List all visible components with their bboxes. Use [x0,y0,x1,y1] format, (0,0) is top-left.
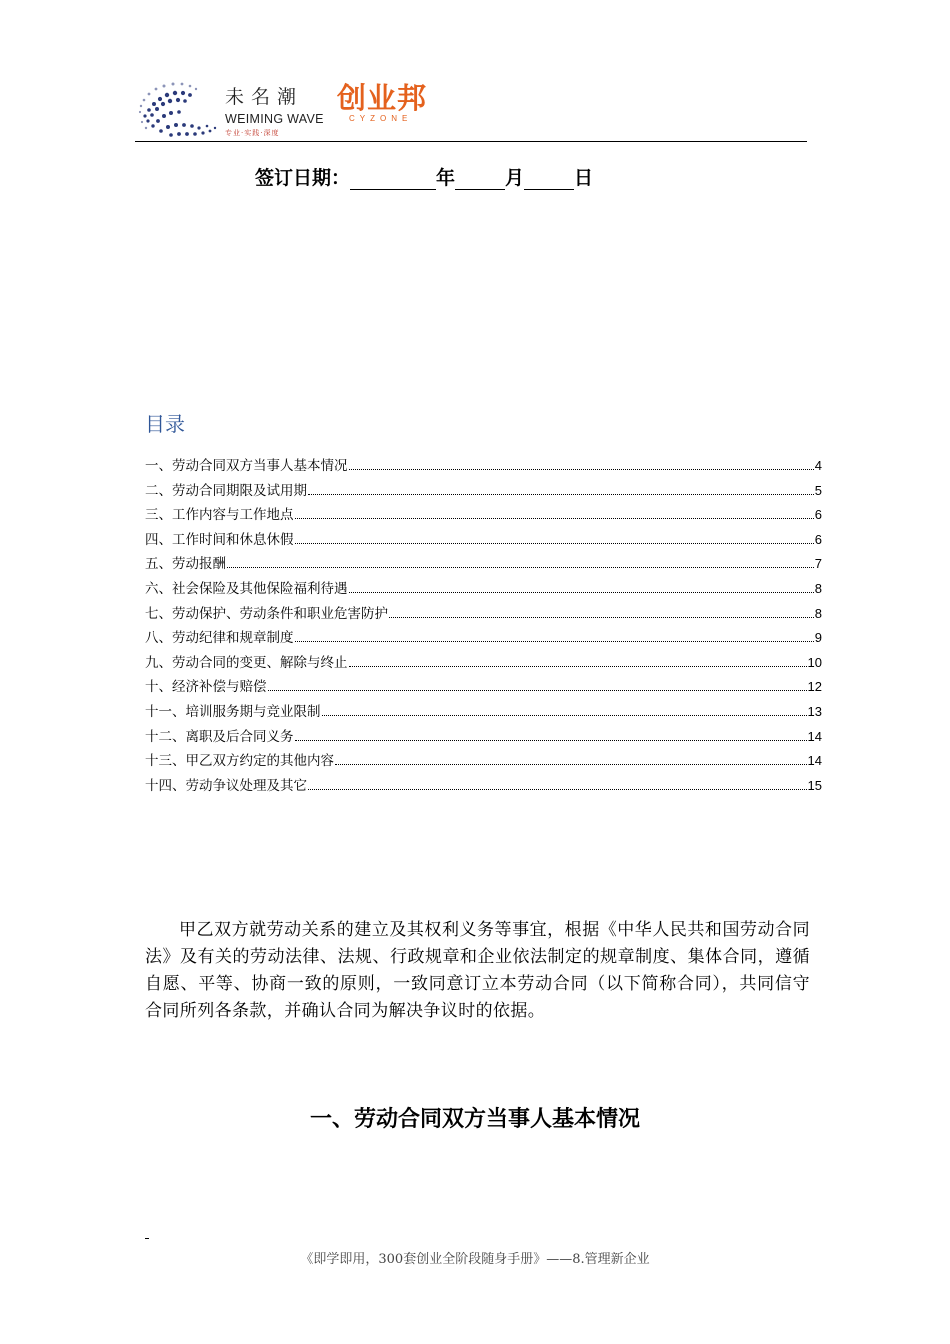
toc-item[interactable] [145,479,822,504]
toc-leader [295,543,814,544]
month-label: 月 [505,167,525,189]
toc-item[interactable] [145,602,822,627]
toc-leader [268,690,807,691]
toc-item-label: 三、工作内容与工作地点 [145,507,294,524]
footer-mark [145,1238,149,1239]
intro-paragraph: 甲乙双方就劳动关系的建立及其权利义务等事宜，根据《中华人民共和国劳动合同法》及有关的劳动法律、法规、行政规章和企业依法制定的规章制度、集体合同，遵循自愿、平等、协商一致的原则，一致同意订立本劳动合同（以下简称合同），共同信守合同所列各条款，并确认合同为解决争议时的依据。 [145,920,810,1021]
sign-date-label: 签订日期： [255,167,351,189]
toc-item-page: 7 [814,556,822,572]
toc-leader [295,518,814,519]
weiming-wave-logo [225,82,324,138]
toc-item-label: 十四、劳动争议处理及其它 [145,777,307,794]
toc-item-page: 12 [807,679,822,695]
month-blank [455,169,505,190]
toc-item-label: 十三、甲乙双方约定的其他内容 [145,753,334,770]
toc-item[interactable] [145,725,822,750]
sign-date-line [255,163,593,190]
toc-item-page: 4 [814,458,822,473]
section-title: 一、劳动合同双方当事人基本情况 [309,1107,640,1132]
toc-item-page: 6 [814,507,822,523]
toc-item[interactable] [145,503,822,528]
toc-item[interactable] [145,749,822,774]
toc-leader [349,469,814,470]
toc-item-label: 九、劳动合同的变更、解除与终止 [145,654,348,671]
year-blank [350,169,436,190]
cyzone-logo-cn: 创业邦 [337,81,428,115]
toc-item-page: 14 [807,753,822,769]
day-blank [524,169,574,190]
toc-item[interactable] [145,577,822,602]
toc-item-label: 六、社会保险及其他保险福利待遇 [145,580,348,597]
toc-leader [295,641,814,642]
weiming-logo-tagline: 专业·实践·深度 [225,129,280,137]
page-header [135,72,807,142]
toc-item-page: 8 [814,605,822,621]
toc-item-label: 一、劳动合同双方当事人基本情况 [145,458,348,474]
cyzone-logo [337,82,427,123]
toc-item[interactable] [145,774,822,799]
page-footer: 《即学即用，300套创业全阶段随身手册》——8.管理新企业 [300,1252,650,1267]
toc-item-page: 13 [807,703,822,719]
table-of-contents [145,454,822,798]
header-divider [135,141,807,142]
toc-item[interactable] [145,528,822,553]
toc-item-label: 七、劳动保护、劳动条件和职业危害防护 [145,605,388,622]
toc-item-page: 15 [807,777,822,793]
toc-item-label: 十一、培训服务期与竞业限制 [145,703,321,720]
toc-item-page: 5 [814,482,822,498]
toc-item-page: 14 [807,728,822,744]
toc-item-page: 9 [814,630,822,646]
toc-item[interactable] [145,700,822,725]
toc-item-label: 十、经济补偿与赔偿 [145,679,267,696]
toc-leader [227,567,814,568]
year-label: 年 [436,167,456,189]
toc-item-label: 八、劳动纪律和规章制度 [145,630,294,647]
toc-leader [295,740,807,741]
toc-item[interactable] [145,552,822,577]
toc-item-label: 十二、离职及后合同义务 [145,728,294,745]
toc-item[interactable] [145,626,822,651]
toc-leader [308,494,814,495]
toc-item[interactable] [145,675,822,700]
weiming-wave-logo-icon [135,76,223,140]
toc-item-label: 五、劳动报酬 [145,556,226,573]
toc-heading: 目录 [145,412,185,436]
toc-item-page: 6 [814,531,822,547]
toc-leader [349,592,814,593]
weiming-logo-en: WEIMING WAVE [225,112,324,126]
toc-leader [349,666,807,667]
toc-item[interactable] [145,651,822,676]
cyzone-logo-en: CYZONE [349,114,413,123]
toc-leader [308,789,807,790]
toc-item-page: 8 [814,580,822,596]
toc-item-label: 四、工作时间和休息休假 [145,531,294,548]
toc-leader [389,617,814,618]
toc-leader [335,764,807,765]
day-label: 日 [574,167,594,189]
toc-item[interactable] [145,454,822,479]
toc-item-label: 二、劳动合同期限及试用期 [145,482,307,499]
toc-item-page: 10 [807,654,822,670]
weiming-logo-cn: 未名潮 [225,86,304,108]
toc-leader [322,715,807,716]
